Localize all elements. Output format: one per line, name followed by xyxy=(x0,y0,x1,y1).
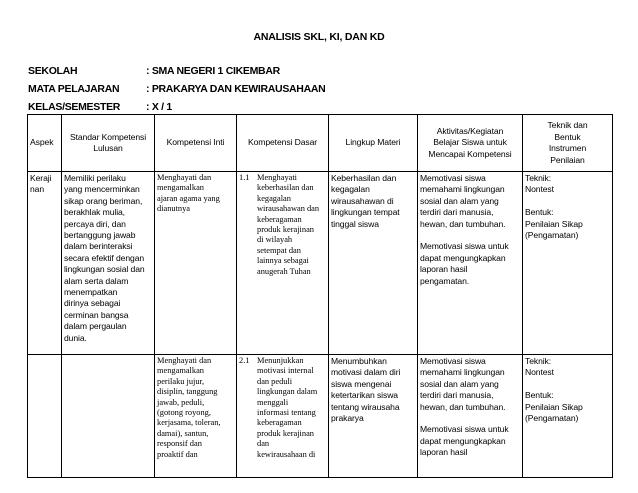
header-teknik: Teknik dan Bentuk Instrumen Penilaian xyxy=(523,115,613,172)
kd-number: 1.1 xyxy=(239,173,250,182)
analysis-table xyxy=(27,114,613,478)
cell-kd xyxy=(237,355,329,478)
cell-teknik: Teknik: Nontest Bentuk: Penilaian Sikap (Pengamatan) xyxy=(523,172,613,355)
meta-row-sekolah xyxy=(28,62,325,80)
table-header-row xyxy=(28,115,613,172)
meta-value: : X / 1 xyxy=(146,101,172,113)
meta-value: : PRAKARYA DAN KEWIRAUSAHAAN xyxy=(146,83,326,95)
cell-aktivitas: Memotivasi siswa memahami lingkungan sosial dan alam yang terdiri dari manusia, hewan, dan tumbuhan. Memotivasi siswa untuk dapat mengungkapkan laporan hasil pengamatan. xyxy=(418,172,523,355)
cell-ki: Menghayati dan mengamalkan ajaran agama yang dianutnya xyxy=(155,172,237,355)
cell-aspek xyxy=(28,355,62,478)
cell-materi: Menumbuhkan motivasi dalam diri siswa mengenai ketertarikan siswa tentang wirausaha prakarya xyxy=(329,355,418,478)
cell-ki: Menghayati dan mengamalkan perilaku jujur, disiplin, tanggung jawab, peduli, (gotong royong, kerjasama, toleran, damai), santun, responsif dan proaktif dan xyxy=(155,355,237,478)
meta-key: SEKOLAH xyxy=(28,65,78,77)
cell-aktivitas: Memotivasi siswa memahami lingkungan sosial dan alam yang terdiri dari manusia, hewan, dan tumbuhan. Memotivasi siswa untuk dapat mengungkapkan laporan hasil xyxy=(418,355,523,478)
header-aktivitas: Aktivitas/Kegiatan Belajar Siswa untuk Mencapai Kompetensi xyxy=(418,115,523,172)
document-title: ANALISIS SKL, KI, DAN KD xyxy=(253,31,385,43)
meta-key: MATA PELAJARAN xyxy=(28,83,120,95)
meta-value: : SMA NEGERI 1 CIKEMBAR xyxy=(146,65,280,77)
header-kompetensi-inti: Kompetensi Inti xyxy=(155,115,237,172)
kd-text: Menunjukkan motivasi internal dan peduli lingkungan dalam menggali informasi tentang keberagaman produk kerajinan dan kewirausahaan di xyxy=(257,356,318,459)
header-lingkup-materi: Lingkup Materi xyxy=(329,115,418,172)
cell-teknik: Teknik: Nontest Bentuk: Penilaian Sikap (Pengamatan) xyxy=(523,355,613,478)
table-row xyxy=(28,172,613,355)
header-aspek: Aspek xyxy=(28,115,62,172)
header-skl: Standar Kompetensi Lulusan xyxy=(62,115,155,172)
cell-kd xyxy=(237,172,329,355)
header-kompetensi-dasar: Kompetensi Dasar xyxy=(237,115,329,172)
cell-aspek: Keraji nan xyxy=(28,172,62,355)
kd-number: 2.1 xyxy=(239,356,250,365)
cell-materi: Keberhasilan dan kegagalan wirausahawan di lingkungan tempat tinggal siswa xyxy=(329,172,418,355)
meta-row-mata-pelajaran xyxy=(28,80,325,98)
meta-key: KELAS/SEMESTER xyxy=(28,101,121,113)
cell-skl: Memiliki perilaku yang mencerminkan sikap orang beriman, berakhlak mulia, percaya diri, dan bertanggung jawab dalam berinteraksi secara efektif dengan lingkungan sosial dan alam serta dalam menempatkan dirinya sebagai cerminan bangsa dalam pergaulan dunia. xyxy=(62,172,155,355)
cell-skl xyxy=(62,355,155,478)
kd-text: Menghayati keberhasilan dan kegagalan wirausahawan dan keberagaman produk kerajinan di wilayah setempat dan lainnya sebagai anugerah Tuhan xyxy=(257,173,320,276)
table-row xyxy=(28,355,613,478)
document-meta xyxy=(28,62,325,116)
